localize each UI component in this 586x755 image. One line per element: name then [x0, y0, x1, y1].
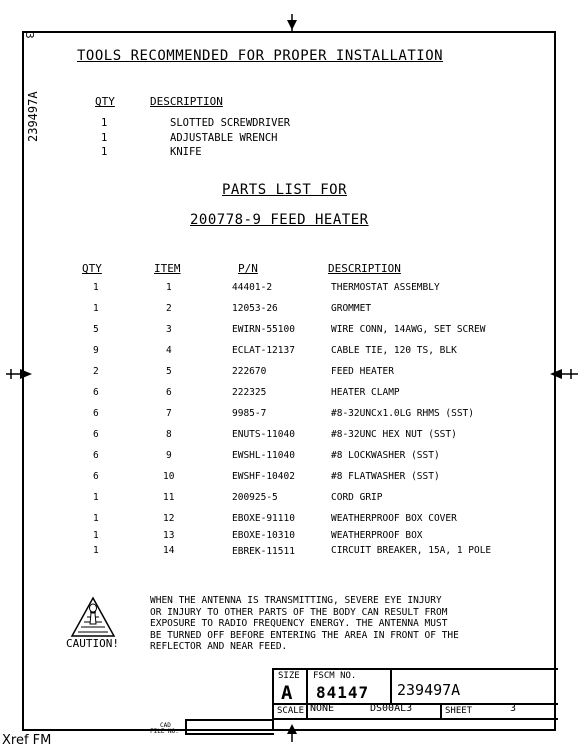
- part-qty: 1: [93, 282, 99, 293]
- caution-line: REFLECTOR AND NEAR FEED.: [150, 641, 288, 653]
- part-number: EWIRN-55100: [232, 324, 295, 335]
- caution-line: WHEN THE ANTENNA IS TRANSMITTING, SEVERE EYE INJURY: [150, 595, 442, 606]
- caution-text: [150, 595, 459, 653]
- part-item: 7: [166, 408, 172, 419]
- part-qty: 5: [93, 324, 99, 335]
- part-item: 8: [166, 429, 172, 440]
- part-number: ENUTS-11040: [232, 429, 295, 440]
- cad-file-label-bottom: FILE NO.: [150, 728, 179, 735]
- part-description: WEATHERPROOF BOX: [331, 530, 423, 541]
- part-item: 3: [166, 324, 172, 335]
- part-qty: 6: [93, 387, 99, 398]
- caution-line: BE TURNED OFF BEFORE ENTERING THE AREA IN FRONT OF THE: [150, 629, 459, 641]
- part-item: 13: [163, 530, 175, 541]
- fscm-value: 84147: [316, 683, 370, 702]
- part-qty: 1: [93, 303, 99, 314]
- scale-value: NONE: [310, 703, 335, 714]
- part-number: 222670: [232, 366, 267, 377]
- drawing-number: 239497A: [397, 681, 461, 699]
- tools-row-qty: 1: [101, 117, 108, 129]
- part-number: 44401-2: [232, 282, 273, 293]
- part-number: 12053-26: [232, 303, 278, 314]
- parts-description-header: DESCRIPTION: [328, 262, 401, 275]
- part-qty: 1: [93, 545, 99, 556]
- part-description: #8 LOCKWASHER (SST): [331, 450, 440, 461]
- parts-qty-header: QTY: [82, 262, 102, 275]
- part-item: 6: [166, 387, 172, 398]
- caution-label: CAUTION!: [66, 637, 119, 650]
- caution-line: EXPOSURE TO RADIO FREQUENCY ENERGY. THE ANTENNA MUST: [150, 618, 448, 630]
- part-number: 9985-7: [232, 408, 267, 419]
- vertical-document-id: 239497A: [26, 91, 40, 142]
- xref-label: Xref FM: [2, 733, 52, 748]
- part-number: EBOXE-10310: [232, 530, 295, 541]
- size-value: A: [281, 682, 293, 704]
- part-description: WIRE CONN, 14AWG, SET SCREW: [331, 324, 486, 335]
- part-qty: 6: [93, 429, 99, 440]
- part-qty: 9: [93, 345, 99, 356]
- part-qty: 1: [93, 530, 99, 541]
- part-qty: 6: [93, 408, 99, 419]
- part-number: 222325: [232, 387, 267, 398]
- part-number: EWSHF-10402: [232, 471, 295, 482]
- part-description: CIRCUIT BREAKER, 15A, 1 POLE: [331, 545, 492, 556]
- sheet-corner-number: 3: [23, 32, 36, 39]
- part-qty: 6: [93, 471, 99, 482]
- tools-row-description: ADJUSTABLE WRENCH: [170, 132, 278, 144]
- parts-title-line1: PARTS LIST FOR: [222, 182, 348, 198]
- part-item: 10: [163, 471, 175, 482]
- part-description: FEED HEATER: [331, 366, 394, 377]
- part-item: 2: [166, 303, 172, 314]
- tools-description-header: DESCRIPTION: [150, 95, 223, 108]
- cad-file-label-top: CAD: [160, 722, 171, 729]
- tools-row-description: SLOTTED SCREWDRIVER: [170, 117, 291, 129]
- part-description: #8-32UNC HEX NUT (SST): [331, 429, 457, 440]
- dwg-code: DS00AL3: [370, 703, 413, 714]
- part-qty: 6: [93, 450, 99, 461]
- tools-row-qty: 1: [101, 132, 108, 144]
- sheet-label: SHEET: [445, 706, 473, 716]
- fscm-label: FSCM NO.: [313, 671, 357, 681]
- part-item: 5: [166, 366, 172, 377]
- part-description: CORD GRIP: [331, 492, 383, 503]
- part-description: WEATHERPROOF BOX COVER: [331, 513, 457, 524]
- part-number: EWSHL-11040: [232, 450, 295, 461]
- part-item: 9: [166, 450, 172, 461]
- part-description: GROMMET: [331, 303, 372, 314]
- parts-item-header: ITEM: [154, 262, 181, 275]
- part-qty: 2: [93, 366, 99, 377]
- part-number: 200925-5: [232, 492, 278, 503]
- radiation-warning-icon: [70, 596, 116, 638]
- caution-line: OR INJURY TO OTHER PARTS OF THE BODY CAN RESULT FROM: [150, 606, 448, 618]
- tools-row-qty: 1: [101, 146, 108, 158]
- part-number: ECLAT-12137: [232, 345, 295, 356]
- part-item: 4: [166, 345, 172, 356]
- part-item: 14: [163, 545, 175, 556]
- part-number: EBOXE-91110: [232, 513, 295, 524]
- scale-label: SCALE: [277, 706, 305, 716]
- part-item: 12: [163, 513, 175, 524]
- parts-title-line2: 200778-9 FEED HEATER: [190, 212, 369, 228]
- part-description: CABLE TIE, 120 TS, BLK: [331, 345, 457, 356]
- parts-pn-header: P/N: [238, 262, 258, 275]
- size-label: SIZE: [278, 671, 300, 681]
- part-number: EBREK-11511: [232, 546, 295, 557]
- sheet-value: 3: [510, 703, 517, 714]
- tools-title: TOOLS RECOMMENDED FOR PROPER INSTALLATION: [77, 48, 444, 64]
- part-description: #8-32UNCx1.0LG RHMS (SST): [331, 408, 474, 419]
- part-description: THERMOSTAT ASSEMBLY: [331, 282, 440, 293]
- tools-qty-header: QTY: [95, 95, 115, 108]
- part-item: 1: [166, 282, 172, 293]
- part-description: HEATER CLAMP: [331, 387, 400, 398]
- part-description: #8 FLATWASHER (SST): [331, 471, 440, 482]
- tools-row-description: KNIFE: [170, 146, 202, 158]
- part-item: 11: [163, 492, 175, 503]
- part-qty: 1: [93, 513, 99, 524]
- part-qty: 1: [93, 492, 99, 503]
